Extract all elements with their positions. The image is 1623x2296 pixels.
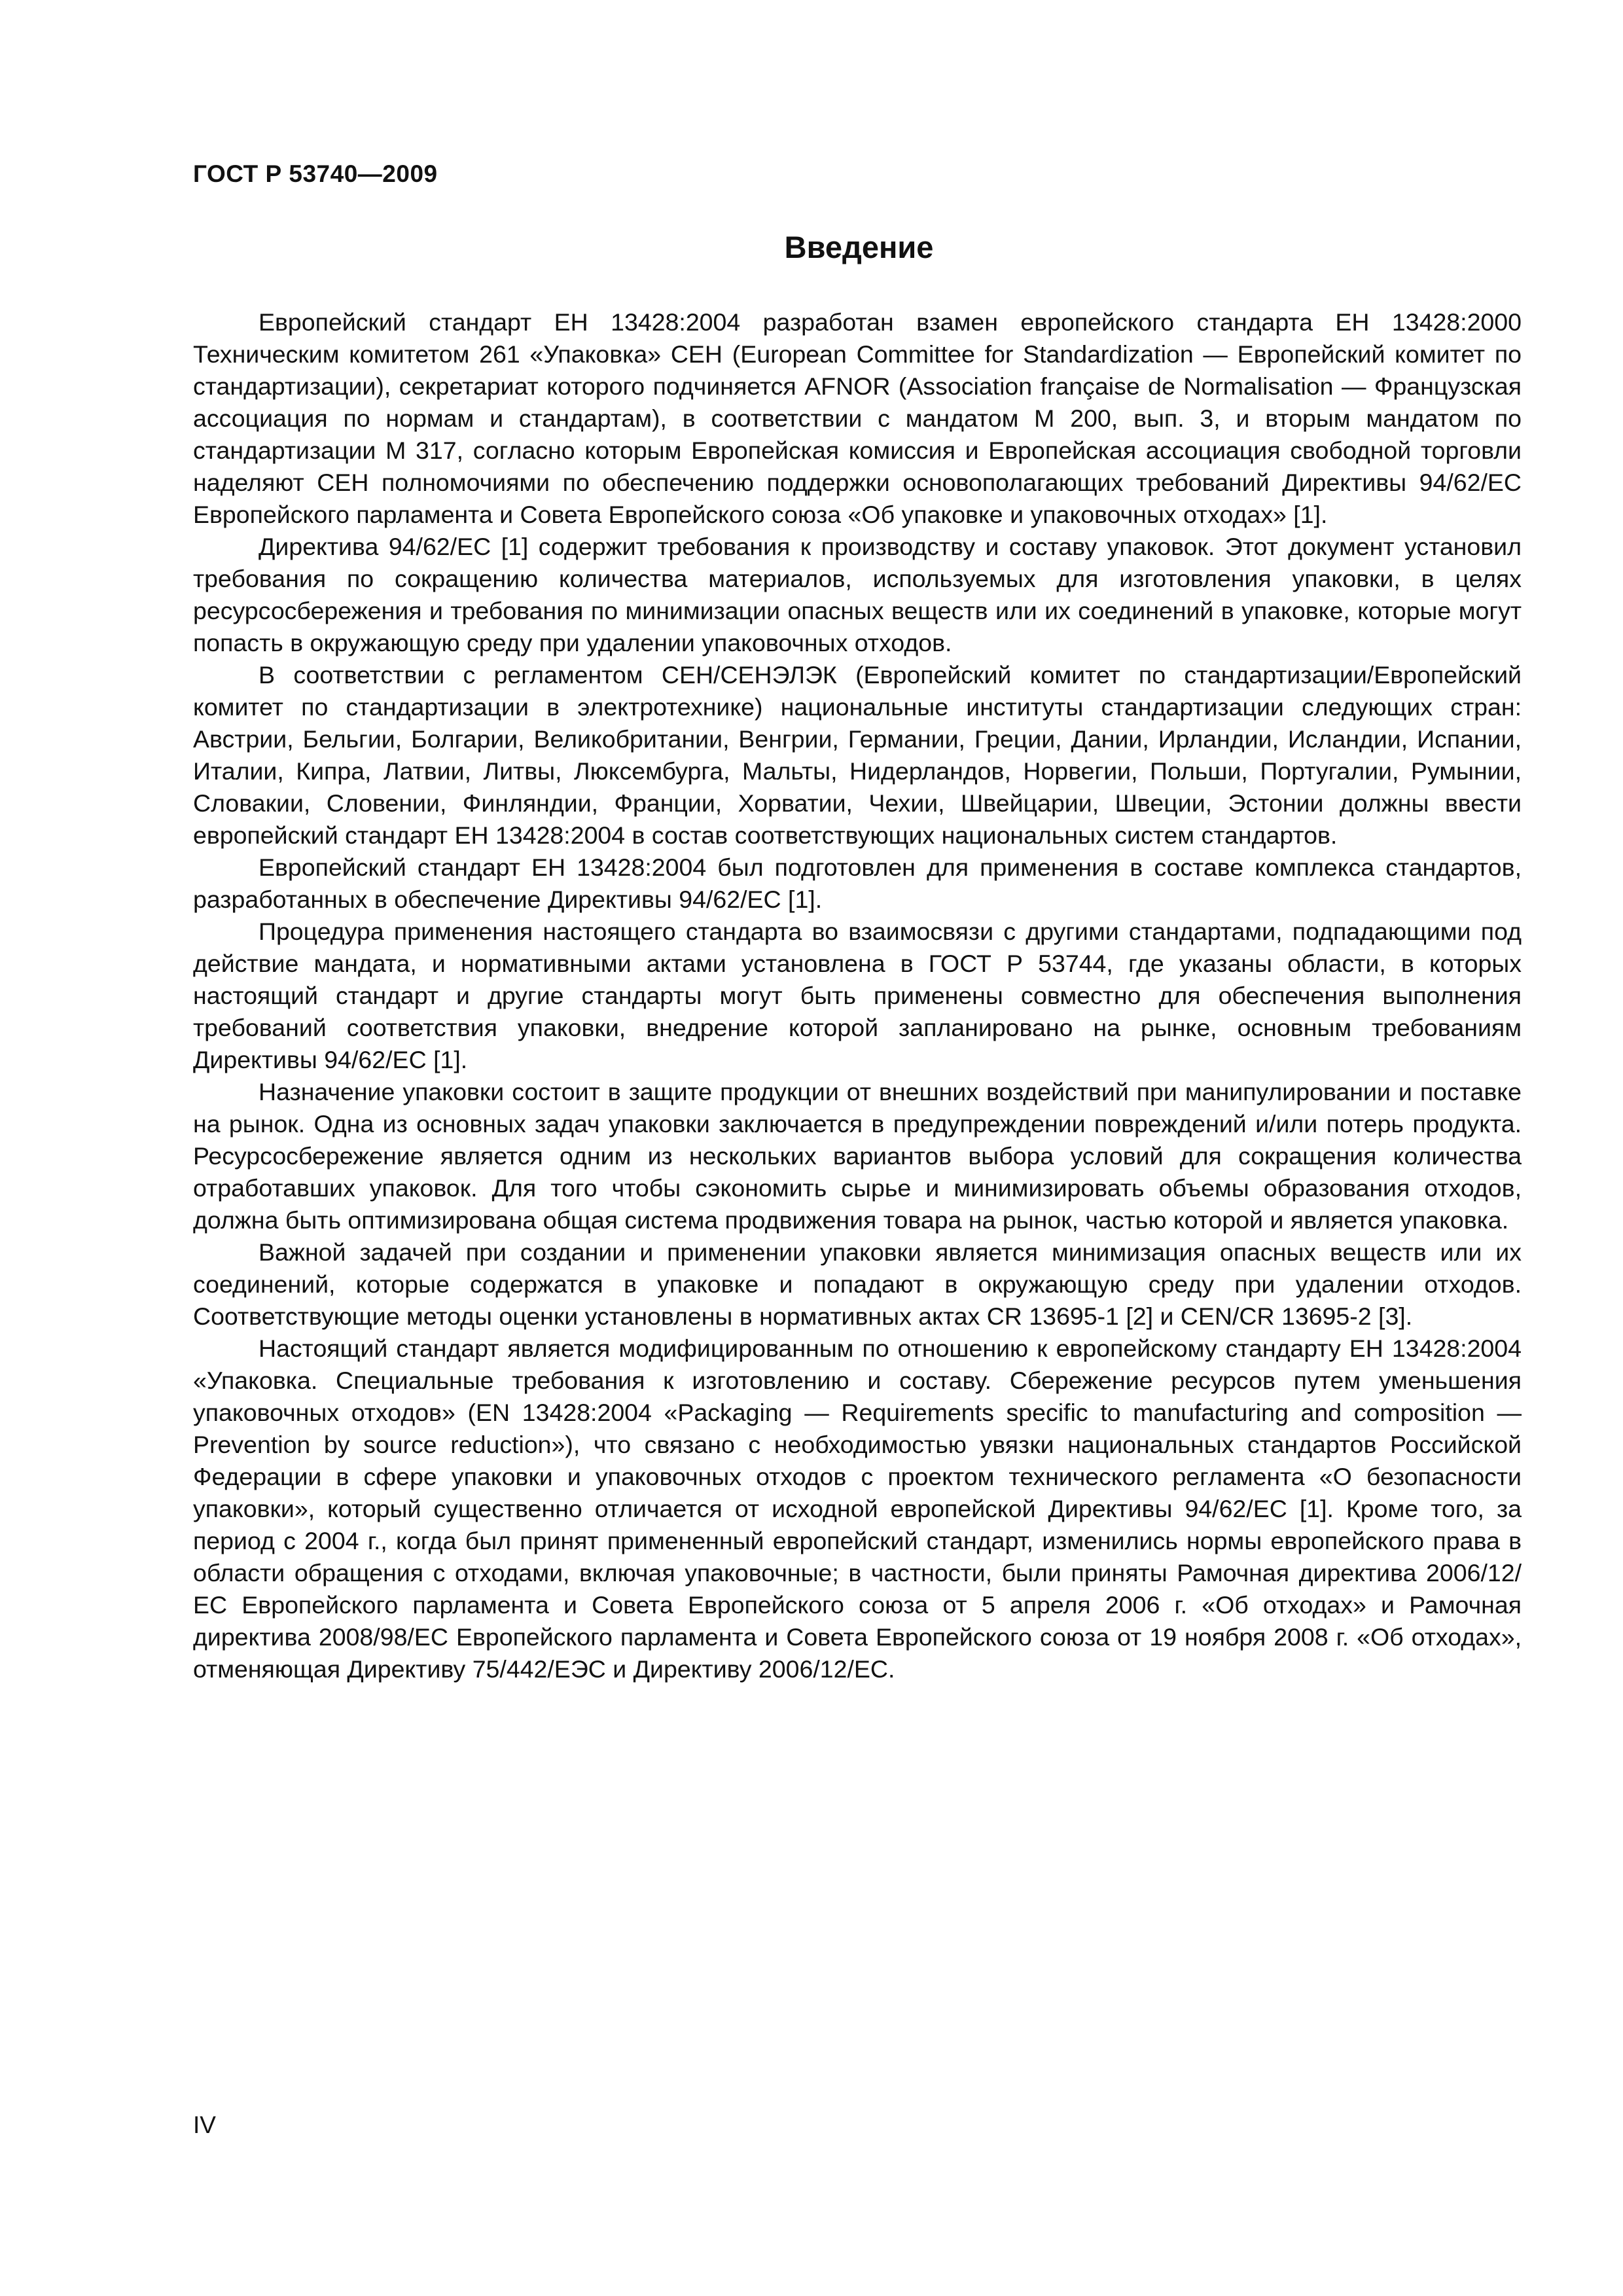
paragraph: Европейский стандарт ЕН 13428:2004 разработан взамен европейского стандарта ЕН 13428:2000 Техническим комитетом 261 «Упаковка» СЕН (European Committee for Standardization — Европейский комитет по стандартизации), секретариат которого подчиняется AFNOR (Association française de Normalisation — Французская ассоциация по нормам и стандартам), в соответствии с мандатом М 200, вып. 3, и вторым мандатом по стандартизации М 317, согласно которым Европейская комиссия и Европейская ассоциация свободной торговли наделяют СЕН полномочиями по обеспечению поддержки основополагающих требований Директивы 94/62/ЕС Европейского парламента и Совета Европейского союза «Об упаковке и упаковочных отходах» [1]. — [193, 308, 1522, 528]
document-header-id: ГОСТ Р 53740—2009 — [193, 160, 438, 187]
section-title: Введение — [784, 230, 934, 264]
body-text — [193, 306, 1522, 1685]
paragraph: Директива 94/62/ЕС [1] содержит требования к производству и составу упаковок. Этот документ установил требования по сокращению количества материалов, используемых для изготовления упаковки, в целях ресурсосбережения и требования по минимизации опасных веществ или их соединений в упаковке, которые могут попасть в окружающую среду при удалении упаковочных отходов. — [193, 533, 1522, 656]
paragraph: Важной задачей при создании и применении упаковки является минимизация опасных веществ или их соединений, которые содержатся в упаковке и попадают в окружающую среду при удалении отходов. Соответствующие методы оценки установлены в нормативных актах CR 13695-1 [2] и CEN/CR 13695-2 [3]. — [193, 1238, 1522, 1330]
paragraph: Настоящий стандарт является модифицированным по отношению к европейскому стандарту ЕН 13428:2004 «Упаковка. Специальные требования к изготовлению и составу. Сбережение ресурсов путем уменьшения упаковочных отходов» (EN 13428:2004 «Packaging — Requirements specific to manufacturing and composition — Prevention by source reduction»), что связано с необходимостью увязки национальных стандартов Российской Федерации в сфере упаковки и упаковочных отходов с проектом технического регламента «О безопасности упаковки», который существенно отличается от исходной европейской Директивы 94/62/ЕС [1]. Кроме того, за период с 2004 г., когда был принят примененный европейский стандарт, изменились нормы европейского права в области обращения с отходами, включая упаковочные; в частности, были приняты Рамочная директива 2006/12/ЕС Европейского парламента и Совета Европейского союза от 5 апреля 2006 г. «Об отходах» и Рамочная директива 2008/98/ЕС Европейского парламента и Совета Европейского союза от 19 ноября 2008 г. «Об отходах», отменяющая Директиву 75/442/ЕЭС и Директиву 2006/12/ЕС. — [193, 1335, 1522, 1683]
paragraph: В соответствии с регламентом СЕН/СЕНЭЛЭК (Европейский комитет по стандартизации/Европейский комитет по стандартизации в электротехнике) национальные институты стандартизации следующих стран: Австрии, Бельгии, Болгарии, Великобритании, Венгрии, Германии, Греции, Дании, Ирландии, Исландии, Испании, Италии, Кипра, Латвии, Литвы, Люксембурга, Мальты, Нидерландов, Норвегии, Польши, Португалии, Румынии, Словакии, Словении, Финляндии, Франции, Хорватии, Чехии, Швейцарии, Швеции, Эстонии должны ввести европейский стандарт ЕН 13428:2004 в состав соответствующих национальных систем стандартов. — [193, 661, 1522, 849]
paragraph: Процедура применения настоящего стандарта во взаимосвязи с другими стандартами, подпадающими под действие мандата, и нормативными актами установлена в ГОСТ Р 53744, где указаны области, в которых настоящий стандарт и другие стандарты могут быть применены совместно для обеспечения выполнения требований соответствия упаковки, внедрение которой запланировано на рынке, основным требованиям Директивы 94/62/ЕС [1]. — [193, 918, 1522, 1073]
paragraph: Европейский стандарт ЕН 13428:2004 был подготовлен для применения в составе комплекса стандартов, разработанных в обеспечение Директивы 94/62/ЕС [1]. — [193, 853, 1522, 913]
page-number: IV — [193, 2111, 216, 2138]
paragraph: Назначение упаковки состоит в защите продукции от внешних воздействий при манипулировании и поставке на рынок. Одна из основных задач упаковки заключается в предупреждении повреждений и/или потерь продукта. Ресурсосбережение является одним из нескольких вариантов выбора условий для сокращения количества отработавших упаковок. Для того чтобы сэкономить сырье и минимизировать объемы образования отходов, должна быть оптимизирована общая система продвижения товара на рынок, частью которой и является упаковка. — [193, 1078, 1522, 1234]
